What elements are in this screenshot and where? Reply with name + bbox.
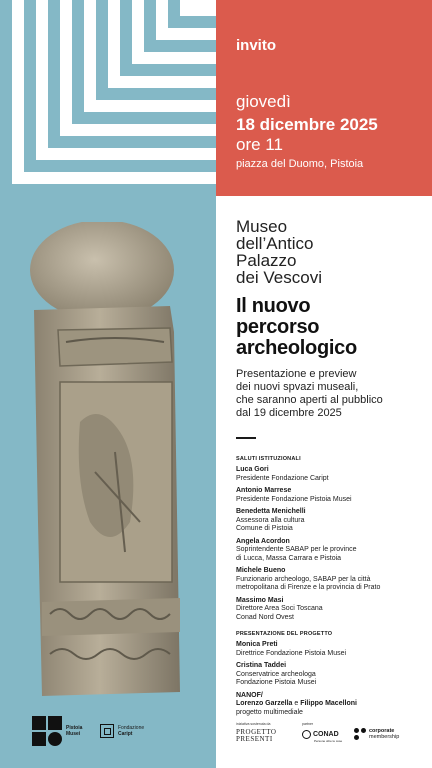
greetings-heading: SALUTI ISTITUZIONALI <box>236 456 301 462</box>
person-role: Assessora alla cultura <box>236 516 305 524</box>
team-members: Lorenzo Garzella e Filippo Macelloni <box>236 700 357 707</box>
pistoia-musei-logo-text: Pistoia Musei <box>66 725 83 737</box>
footer-logos <box>32 716 146 746</box>
progetto-presenti-logo: PROGETTO PRESENTI <box>236 728 277 743</box>
event-description: Presentazione e preview dei nuovi spvazi museali, che saranno aperti al pubblico dal 19 dicembre 2025 <box>236 368 383 419</box>
caript-logo-text: Fondazione Caript <box>118 725 145 737</box>
corporate-membership-logo: corporate membership <box>354 728 399 740</box>
person-role-line2: metropolitana di Firenze e la provincia di Prato <box>236 584 381 591</box>
caript-square-icon <box>100 724 114 738</box>
person-role-line2: di Lucca, Massa Carrara e Pistoia <box>236 554 342 562</box>
list-item <box>236 597 426 623</box>
person-role: Conservatrice archeologa <box>236 670 316 678</box>
archaeological-stone-stele-image <box>20 222 190 698</box>
list-item <box>236 692 426 718</box>
person-role: Direttore Area Soci Toscana <box>236 605 323 612</box>
invito-label: invito <box>236 37 276 54</box>
conad-ring-icon <box>302 730 311 739</box>
greetings-list <box>236 466 426 622</box>
event-title: Il nuovo percorso archeologico <box>236 295 357 359</box>
person-role-line2: Fondazione Pistoia Musei <box>236 679 317 686</box>
event-day: giovedì <box>236 92 291 111</box>
concentric-stripes-graphic <box>0 0 216 196</box>
event-date: 18 dicembre 2025 <box>236 115 378 134</box>
conad-logo: CONAD Persone oltre le cose <box>302 730 339 739</box>
person-role: Presidente Fondazione Pistoia Musei <box>236 495 352 503</box>
team-name: NANOF/ <box>236 691 263 699</box>
divider <box>236 437 256 439</box>
person-role-line2: Comune di Pistoia <box>236 525 293 532</box>
person-name: Cristina Taddei <box>236 662 287 669</box>
person-name: Angela Acordon <box>236 537 290 545</box>
person-name: Michele Bueno <box>236 567 286 574</box>
museum-name: Museo dell’Antico Palazzo dei Vescovi <box>236 217 322 287</box>
person-name: Massimo Masi <box>236 596 284 604</box>
pistoia-musei-logo <box>32 716 86 746</box>
list-item <box>236 466 426 483</box>
person-name: Benedetta Menichelli <box>236 508 306 515</box>
person-role-line2: Conad Nord Ovest <box>236 613 294 621</box>
person-role: Soprintendente SABAP per le province <box>236 546 357 553</box>
person-role: Direttrice Fondazione Pistoia Musei <box>236 649 347 657</box>
partner-label: partner <box>302 722 314 726</box>
event-details <box>236 218 426 717</box>
person-name: Luca Gori <box>236 466 269 473</box>
list-item <box>236 567 426 593</box>
pistoia-musei-mark-icon <box>32 716 62 746</box>
list-item <box>236 662 426 688</box>
event-place: piazza del Duomo, Pistoia <box>236 158 364 170</box>
invitation-block <box>216 0 432 196</box>
team-role: progetto multimediale <box>236 708 303 716</box>
list-item <box>236 487 426 504</box>
sponsor-label: iniziativa sostenuta da <box>236 722 271 726</box>
person-name: Antonio Marrese <box>236 487 292 494</box>
project-list <box>236 641 426 717</box>
person-role: Presidente Fondazione Caript <box>236 474 329 482</box>
corporate-dots-icon <box>354 728 366 740</box>
event-time: ore 11 <box>236 135 283 154</box>
person-role: Funzionario archeologo, SABAP per la città <box>236 575 371 583</box>
list-item <box>236 508 426 534</box>
list-item <box>236 538 426 564</box>
fondazione-caript-logo <box>100 724 146 738</box>
person-name: Monica Preti <box>236 641 278 648</box>
project-heading: PRESENTAZIONE DEL PROGETTO <box>236 631 333 637</box>
list-item <box>236 641 426 658</box>
